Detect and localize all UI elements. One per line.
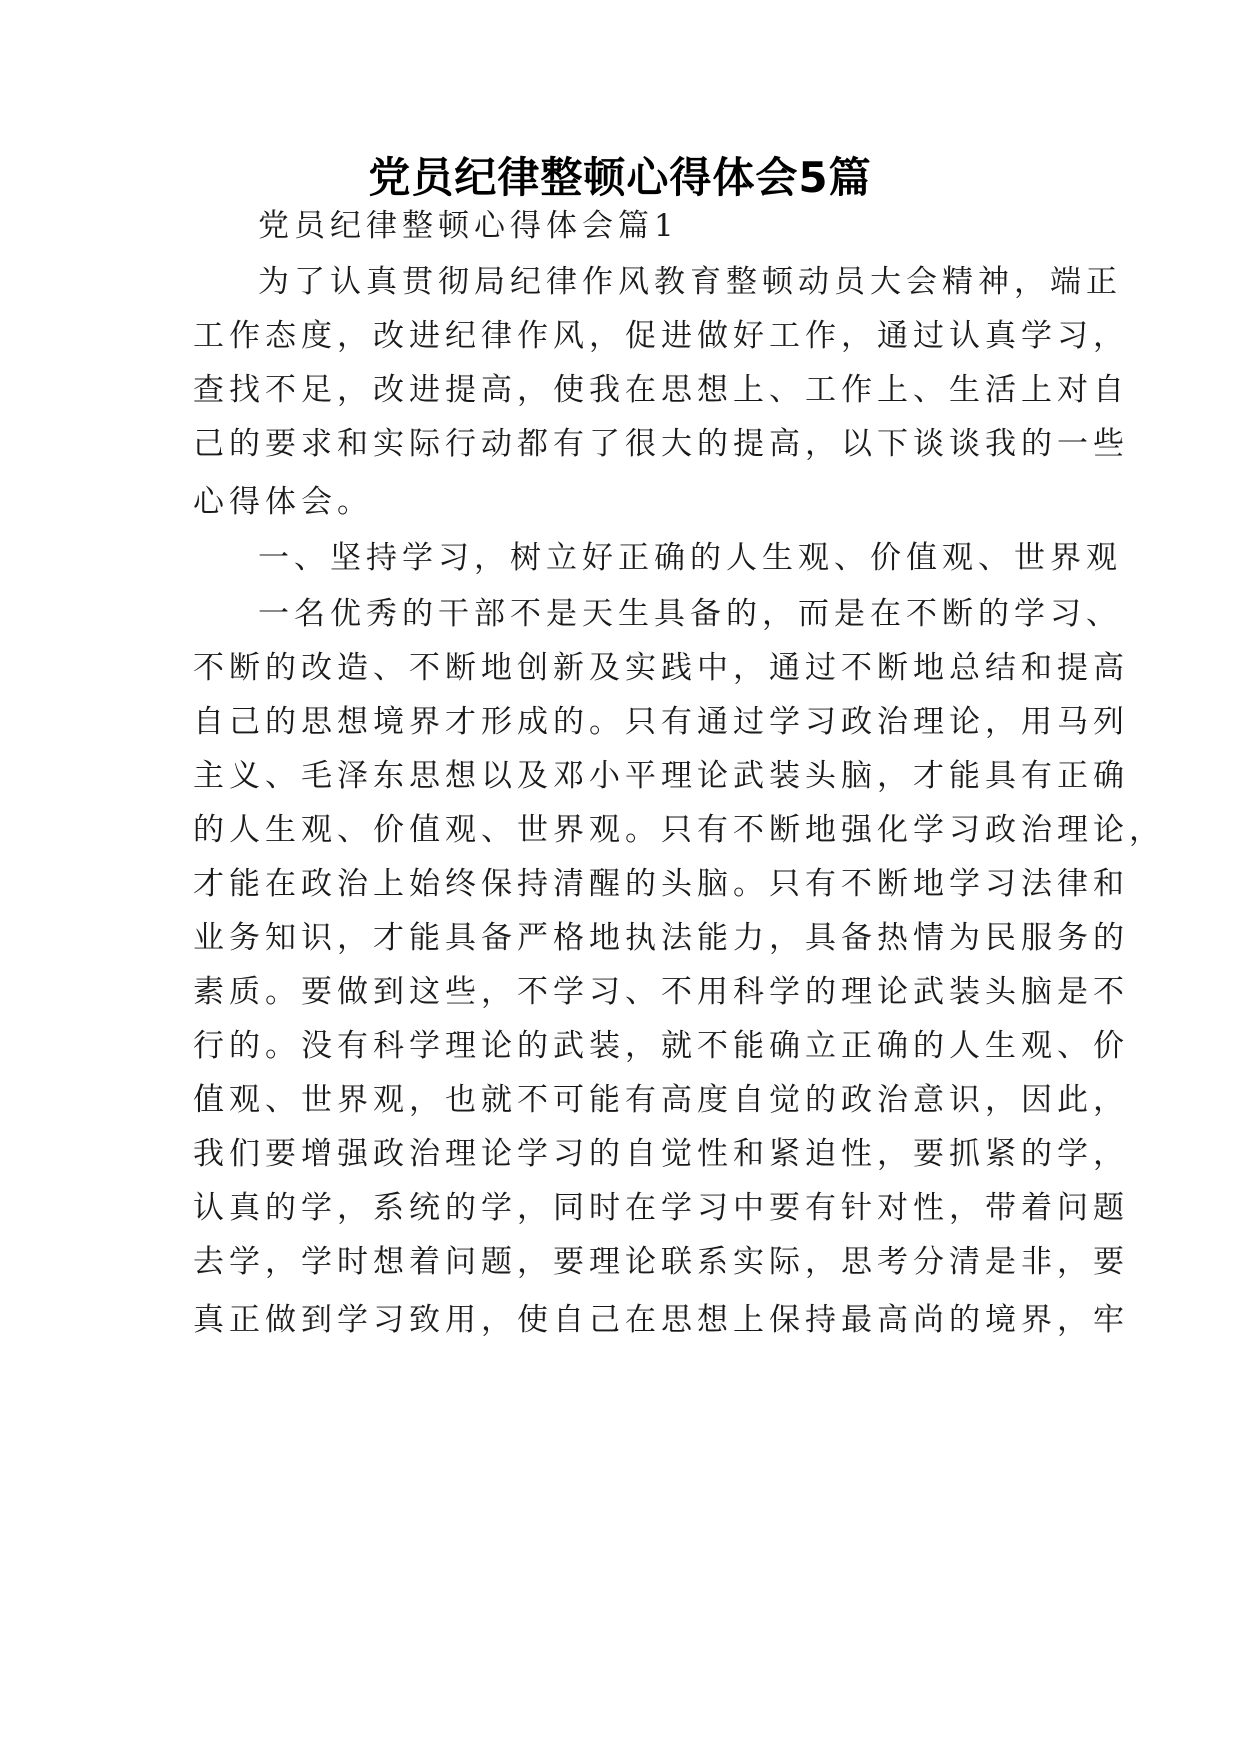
paragraph-line: 值观、世界观，也就不可能有高度自觉的政治意识，因此，: [193, 1082, 1129, 1118]
paragraph-line: 素质。要做到这些，不学习、不用科学的理论武装头脑是不: [193, 974, 1129, 1010]
paragraph-line: 我们要增强政治理论学习的自觉性和紧迫性，要抓紧的学，: [193, 1136, 1129, 1172]
paragraph-line: 业务知识，才能具备严格地执法能力，具备热情为民服务的: [193, 920, 1129, 956]
paragraph-line: 工作态度，改进纪律作风，促进做好工作，通过认真学习，: [193, 318, 1129, 354]
paragraph-line: 为了认真贯彻局纪律作风教育整顿动员大会精神，端正: [258, 264, 1122, 300]
paragraph-line: 己的要求和实际行动都有了很大的提高，以下谈谈我的一些: [193, 426, 1129, 462]
paragraph-line: 真正做到学习致用，使自己在思想上保持最高尚的境界，牢: [193, 1302, 1129, 1338]
section-heading: 一、坚持学习，树立好正确的人生观、价值观、世界观: [258, 540, 1122, 576]
paragraph-line: 才能在政治上始终保持清醒的头脑。只有不断地学习法律和: [193, 866, 1129, 902]
paragraph-line: 去学，学时想着问题，要理论联系实际，思考分清是非，要: [193, 1244, 1129, 1280]
paragraph-line: 自己的思想境界才形成的。只有通过学习政治理论，用马列: [193, 704, 1129, 740]
section-subtitle: 党员纪律整顿心得体会篇1: [258, 208, 679, 244]
paragraph-line: 行的。没有科学理论的武装，就不能确立正确的人生观、价: [193, 1028, 1129, 1064]
paragraph-line: 的人生观、价值观、世界观。只有不断地强化学习政治理论，: [193, 812, 1165, 848]
paragraph-line: 查找不足，改进提高，使我在思想上、工作上、生活上对自: [193, 372, 1129, 408]
paragraph-line: 认真的学，系统的学，同时在学习中要有针对性，带着问题: [193, 1190, 1129, 1226]
paragraph-line: 心得体会。: [193, 484, 373, 520]
document-title: 党员纪律整顿心得体会5篇: [368, 153, 872, 202]
paragraph-line: 主义、毛泽东思想以及邓小平理论武装头脑，才能具有正确: [193, 758, 1129, 794]
paragraph-line: 一名优秀的干部不是天生具备的，而是在不断的学习、: [258, 596, 1122, 632]
paragraph-line: 不断的改造、不断地创新及实践中，通过不断地总结和提高: [193, 650, 1129, 686]
